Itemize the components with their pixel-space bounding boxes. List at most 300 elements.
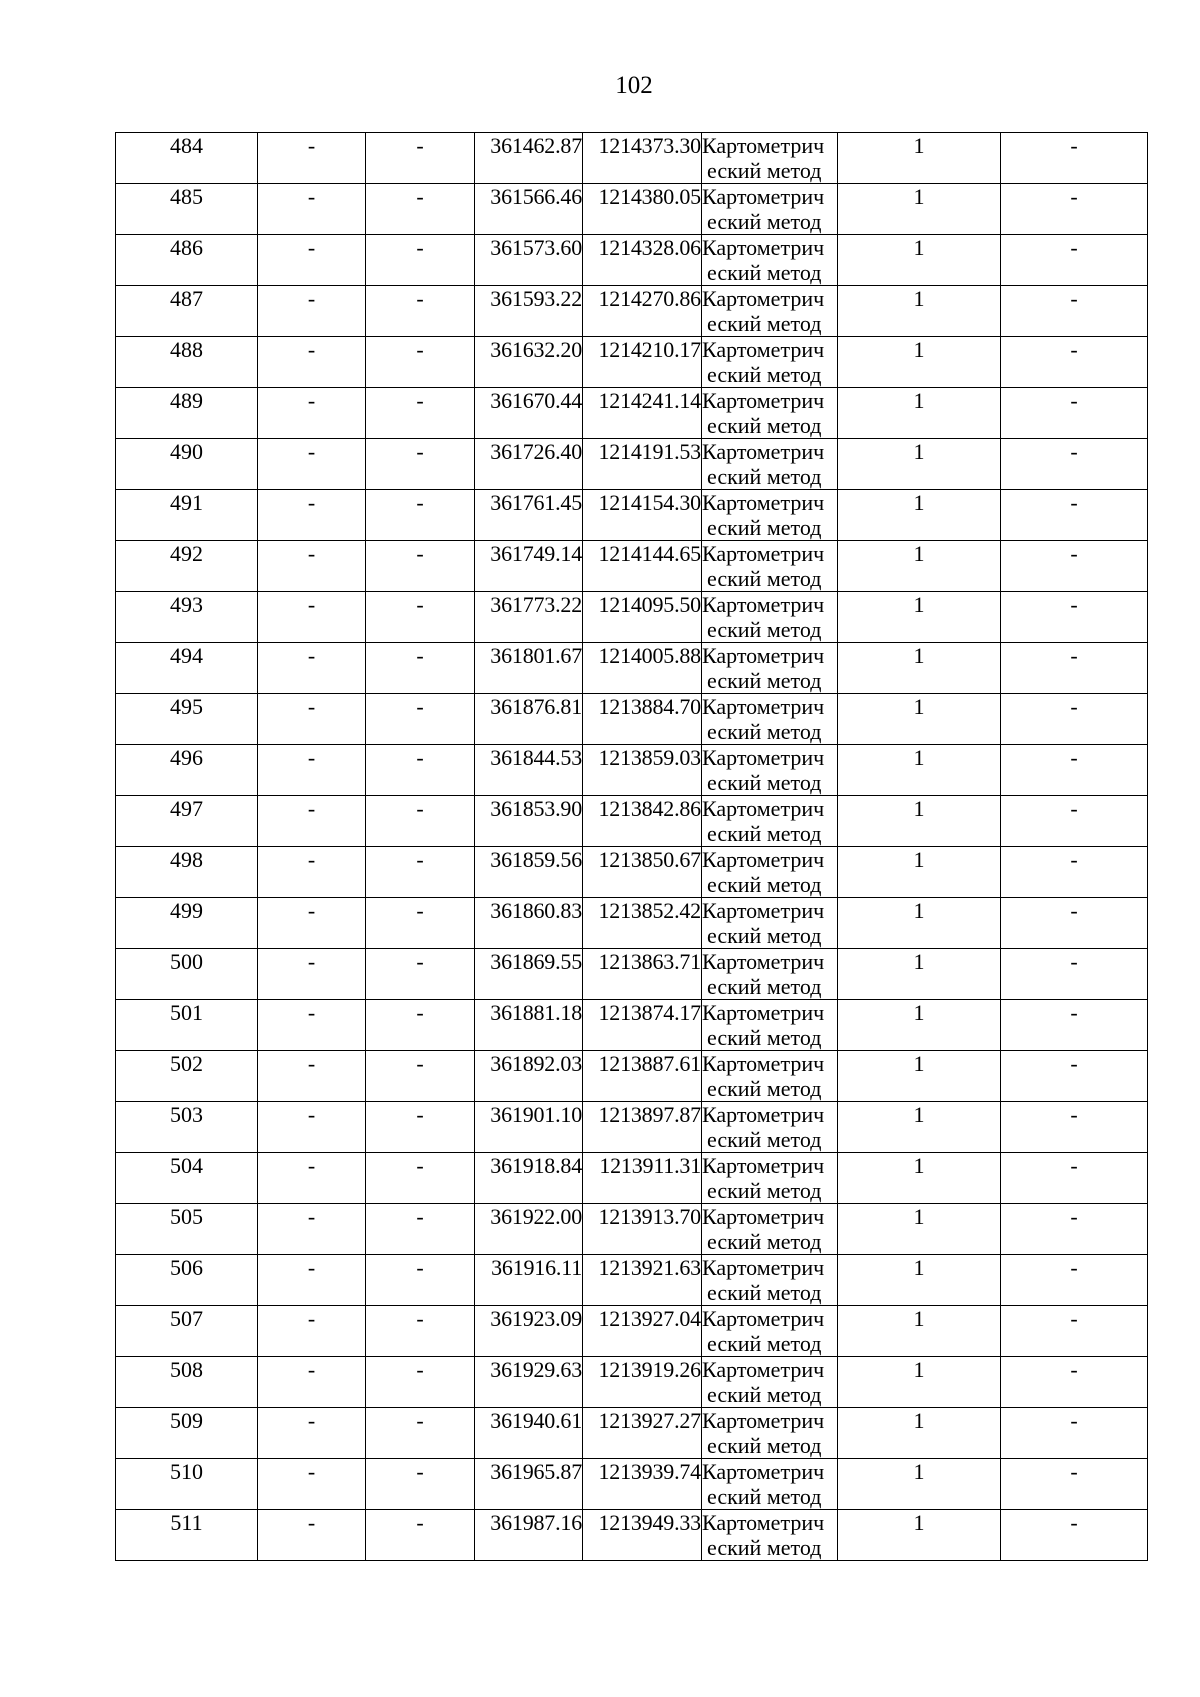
empty-cell: - <box>1001 1459 1148 1510</box>
table-row <box>116 1000 1148 1051</box>
empty-cell: - <box>366 1306 475 1357</box>
empty-cell: - <box>366 235 475 286</box>
method-cell <box>702 286 838 337</box>
method-text-line-1: Картометрич <box>702 643 825 668</box>
accuracy-cell: 1 <box>838 388 1001 439</box>
method-cell <box>702 847 838 898</box>
table-row <box>116 592 1148 643</box>
accuracy-cell: 1 <box>838 439 1001 490</box>
empty-cell: - <box>366 388 475 439</box>
empty-cell: - <box>1001 235 1148 286</box>
method-text-line-1: Картометрич <box>702 490 825 515</box>
method-text-line-1: Картометрич <box>702 286 825 311</box>
empty-cell: - <box>258 1102 366 1153</box>
table-row <box>116 1204 1148 1255</box>
empty-cell: - <box>366 1153 475 1204</box>
method-cell <box>702 1357 838 1408</box>
accuracy-cell: 1 <box>838 592 1001 643</box>
empty-cell: - <box>366 286 475 337</box>
y-coordinate-cell: 1214210.17 <box>583 337 702 388</box>
empty-cell: - <box>1001 1408 1148 1459</box>
empty-cell: - <box>258 898 366 949</box>
empty-cell: - <box>1001 1510 1148 1561</box>
point-number-cell: 485 <box>116 184 258 235</box>
point-number-cell: 499 <box>116 898 258 949</box>
accuracy-cell: 1 <box>838 1000 1001 1051</box>
point-number-cell: 484 <box>116 133 258 184</box>
method-cell <box>702 1102 838 1153</box>
empty-cell: - <box>366 439 475 490</box>
table-row <box>116 1255 1148 1306</box>
accuracy-cell: 1 <box>838 1459 1001 1510</box>
empty-cell: - <box>258 184 366 235</box>
table-row <box>116 1306 1148 1357</box>
method-text-line-1: Картометрич <box>702 541 825 566</box>
empty-cell: - <box>258 847 366 898</box>
empty-cell: - <box>1001 337 1148 388</box>
empty-cell: - <box>1001 133 1148 184</box>
empty-cell: - <box>1001 1204 1148 1255</box>
x-coordinate-cell: 361801.67 <box>475 643 583 694</box>
empty-cell: - <box>366 184 475 235</box>
empty-cell: - <box>1001 1051 1148 1102</box>
method-text-line-2: еский метод <box>707 1229 822 1254</box>
method-text-line-2: еский метод <box>707 311 822 336</box>
method-text-line-2: еский метод <box>707 413 822 438</box>
accuracy-cell: 1 <box>838 1051 1001 1102</box>
method-text-line-1: Картометрич <box>702 337 825 362</box>
empty-cell: - <box>258 133 366 184</box>
x-coordinate-cell: 361881.18 <box>475 1000 583 1051</box>
empty-cell: - <box>1001 388 1148 439</box>
x-coordinate-cell: 361573.60 <box>475 235 583 286</box>
x-coordinate-cell: 361901.10 <box>475 1102 583 1153</box>
empty-cell: - <box>366 1408 475 1459</box>
empty-cell: - <box>1001 847 1148 898</box>
empty-cell: - <box>366 745 475 796</box>
accuracy-cell: 1 <box>838 898 1001 949</box>
method-text-line-1: Картометрич <box>702 1000 825 1025</box>
table-row <box>116 1459 1148 1510</box>
x-coordinate-cell: 361916.11 <box>475 1255 583 1306</box>
empty-cell: - <box>258 592 366 643</box>
accuracy-cell: 1 <box>838 184 1001 235</box>
table-row <box>116 1051 1148 1102</box>
table-row <box>116 1510 1148 1561</box>
accuracy-cell: 1 <box>838 1204 1001 1255</box>
y-coordinate-cell: 1213852.42 <box>583 898 702 949</box>
method-cell <box>702 745 838 796</box>
x-coordinate-cell: 361749.14 <box>475 541 583 592</box>
empty-cell: - <box>1001 439 1148 490</box>
y-coordinate-cell: 1213949.33 <box>583 1510 702 1561</box>
empty-cell: - <box>258 1459 366 1510</box>
method-cell <box>702 592 838 643</box>
method-text-line-2: еский метод <box>707 821 822 846</box>
empty-cell: - <box>258 1153 366 1204</box>
method-text-line-2: еский метод <box>707 464 822 489</box>
y-coordinate-cell: 1213927.04 <box>583 1306 702 1357</box>
accuracy-cell: 1 <box>838 847 1001 898</box>
method-cell <box>702 337 838 388</box>
y-coordinate-cell: 1214144.65 <box>583 541 702 592</box>
method-text-line-1: Картометрич <box>702 1357 825 1382</box>
method-cell <box>702 1051 838 1102</box>
accuracy-cell: 1 <box>838 745 1001 796</box>
empty-cell: - <box>1001 1000 1148 1051</box>
x-coordinate-cell: 361876.81 <box>475 694 583 745</box>
accuracy-cell: 1 <box>838 133 1001 184</box>
method-text-line-2: еский метод <box>707 872 822 897</box>
empty-cell: - <box>258 337 366 388</box>
x-coordinate-cell: 361929.63 <box>475 1357 583 1408</box>
method-text-line-1: Картометрич <box>702 133 825 158</box>
accuracy-cell: 1 <box>838 949 1001 1000</box>
method-text-line-2: еский метод <box>707 617 822 642</box>
method-cell <box>702 1255 838 1306</box>
x-coordinate-cell: 361462.87 <box>475 133 583 184</box>
accuracy-cell: 1 <box>838 1102 1001 1153</box>
empty-cell: - <box>366 1102 475 1153</box>
empty-cell: - <box>258 1510 366 1561</box>
x-coordinate-cell: 361860.83 <box>475 898 583 949</box>
method-cell <box>702 1000 838 1051</box>
accuracy-cell: 1 <box>838 286 1001 337</box>
x-coordinate-cell: 361844.53 <box>475 745 583 796</box>
method-text-line-1: Картометрич <box>702 1408 825 1433</box>
coordinates-table <box>115 132 1148 1561</box>
y-coordinate-cell: 1213863.71 <box>583 949 702 1000</box>
point-number-cell: 509 <box>116 1408 258 1459</box>
accuracy-cell: 1 <box>838 796 1001 847</box>
y-coordinate-cell: 1213842.86 <box>583 796 702 847</box>
y-coordinate-cell: 1214380.05 <box>583 184 702 235</box>
accuracy-cell: 1 <box>838 235 1001 286</box>
empty-cell: - <box>258 745 366 796</box>
method-cell <box>702 898 838 949</box>
empty-cell: - <box>258 235 366 286</box>
method-text-line-1: Картометрич <box>702 847 825 872</box>
point-number-cell: 511 <box>116 1510 258 1561</box>
point-number-cell: 504 <box>116 1153 258 1204</box>
empty-cell: - <box>1001 592 1148 643</box>
method-cell <box>702 1408 838 1459</box>
point-number-cell: 506 <box>116 1255 258 1306</box>
empty-cell: - <box>1001 796 1148 847</box>
empty-cell: - <box>366 694 475 745</box>
method-text-line-2: еский метод <box>707 974 822 999</box>
empty-cell: - <box>258 1204 366 1255</box>
point-number-cell: 493 <box>116 592 258 643</box>
method-text-line-2: еский метод <box>707 923 822 948</box>
empty-cell: - <box>366 949 475 1000</box>
point-number-cell: 489 <box>116 388 258 439</box>
point-number-cell: 502 <box>116 1051 258 1102</box>
x-coordinate-cell: 361859.56 <box>475 847 583 898</box>
y-coordinate-cell: 1213859.03 <box>583 745 702 796</box>
table-row <box>116 286 1148 337</box>
empty-cell: - <box>258 541 366 592</box>
empty-cell: - <box>1001 643 1148 694</box>
x-coordinate-cell: 361869.55 <box>475 949 583 1000</box>
empty-cell: - <box>366 1459 475 1510</box>
accuracy-cell: 1 <box>838 694 1001 745</box>
empty-cell: - <box>258 1306 366 1357</box>
table-row <box>116 388 1148 439</box>
empty-cell: - <box>366 337 475 388</box>
table-row <box>116 1408 1148 1459</box>
method-text-line-1: Картометрич <box>702 1102 825 1127</box>
table-row <box>116 184 1148 235</box>
method-text-line-2: еский метод <box>707 719 822 744</box>
method-text-line-1: Картометрич <box>702 745 825 770</box>
method-cell <box>702 235 838 286</box>
table-row <box>116 949 1148 1000</box>
empty-cell: - <box>1001 1153 1148 1204</box>
empty-cell: - <box>1001 286 1148 337</box>
method-cell <box>702 133 838 184</box>
point-number-cell: 486 <box>116 235 258 286</box>
empty-cell: - <box>1001 898 1148 949</box>
empty-cell: - <box>258 796 366 847</box>
empty-cell: - <box>366 1204 475 1255</box>
method-cell <box>702 1306 838 1357</box>
table-row <box>116 847 1148 898</box>
x-coordinate-cell: 361918.84 <box>475 1153 583 1204</box>
empty-cell: - <box>366 133 475 184</box>
table-row <box>116 439 1148 490</box>
table-row <box>116 898 1148 949</box>
accuracy-cell: 1 <box>838 1255 1001 1306</box>
table-row <box>116 796 1148 847</box>
x-coordinate-cell: 361922.00 <box>475 1204 583 1255</box>
method-cell <box>702 490 838 541</box>
method-text-line-2: еский метод <box>707 1178 822 1203</box>
x-coordinate-cell: 361940.61 <box>475 1408 583 1459</box>
x-coordinate-cell: 361892.03 <box>475 1051 583 1102</box>
empty-cell: - <box>366 1510 475 1561</box>
point-number-cell: 501 <box>116 1000 258 1051</box>
point-number-cell: 510 <box>116 1459 258 1510</box>
table-row <box>116 694 1148 745</box>
method-cell <box>702 1510 838 1561</box>
x-coordinate-cell: 361853.90 <box>475 796 583 847</box>
y-coordinate-cell: 1213911.31 <box>583 1153 702 1204</box>
point-number-cell: 496 <box>116 745 258 796</box>
method-text-line-1: Картометрич <box>702 1510 825 1535</box>
empty-cell: - <box>366 898 475 949</box>
empty-cell: - <box>1001 1306 1148 1357</box>
point-number-cell: 507 <box>116 1306 258 1357</box>
method-text-line-2: еский метод <box>707 1280 822 1305</box>
empty-cell: - <box>1001 1102 1148 1153</box>
y-coordinate-cell: 1214154.30 <box>583 490 702 541</box>
method-text-line-2: еский метод <box>707 566 822 591</box>
point-number-cell: 492 <box>116 541 258 592</box>
method-text-line-2: еский метод <box>707 1382 822 1407</box>
method-text-line-1: Картометрич <box>702 1306 825 1331</box>
table-row <box>116 1102 1148 1153</box>
x-coordinate-cell: 361761.45 <box>475 490 583 541</box>
method-cell <box>702 439 838 490</box>
table-row <box>116 541 1148 592</box>
accuracy-cell: 1 <box>838 643 1001 694</box>
method-cell <box>702 694 838 745</box>
accuracy-cell: 1 <box>838 1153 1001 1204</box>
method-text-line-2: еский метод <box>707 668 822 693</box>
accuracy-cell: 1 <box>838 1357 1001 1408</box>
method-cell <box>702 184 838 235</box>
empty-cell: - <box>1001 1357 1148 1408</box>
method-cell <box>702 643 838 694</box>
point-number-cell: 494 <box>116 643 258 694</box>
empty-cell: - <box>1001 541 1148 592</box>
point-number-cell: 500 <box>116 949 258 1000</box>
method-text-line-2: еский метод <box>707 1484 822 1509</box>
empty-cell: - <box>258 388 366 439</box>
table-row <box>116 133 1148 184</box>
empty-cell: - <box>258 949 366 1000</box>
accuracy-cell: 1 <box>838 1306 1001 1357</box>
table-row <box>116 235 1148 286</box>
accuracy-cell: 1 <box>838 541 1001 592</box>
method-text-line-2: еский метод <box>707 1076 822 1101</box>
point-number-cell: 488 <box>116 337 258 388</box>
y-coordinate-cell: 1214005.88 <box>583 643 702 694</box>
point-number-cell: 497 <box>116 796 258 847</box>
page-number: 102 <box>615 72 653 99</box>
empty-cell: - <box>366 847 475 898</box>
method-text-line-2: еский метод <box>707 770 822 795</box>
method-cell <box>702 949 838 1000</box>
x-coordinate-cell: 361965.87 <box>475 1459 583 1510</box>
method-cell <box>702 541 838 592</box>
empty-cell: - <box>366 796 475 847</box>
method-text-line-1: Картометрич <box>702 184 825 209</box>
x-coordinate-cell: 361593.22 <box>475 286 583 337</box>
empty-cell: - <box>258 1000 366 1051</box>
empty-cell: - <box>366 1255 475 1306</box>
accuracy-cell: 1 <box>838 1510 1001 1561</box>
method-text-line-1: Картометрич <box>702 694 825 719</box>
point-number-cell: 508 <box>116 1357 258 1408</box>
y-coordinate-cell: 1213884.70 <box>583 694 702 745</box>
y-coordinate-cell: 1213919.26 <box>583 1357 702 1408</box>
method-text-line-1: Картометрич <box>702 898 825 923</box>
accuracy-cell: 1 <box>838 337 1001 388</box>
method-cell <box>702 1459 838 1510</box>
point-number-cell: 505 <box>116 1204 258 1255</box>
empty-cell: - <box>258 694 366 745</box>
empty-cell: - <box>258 1408 366 1459</box>
y-coordinate-cell: 1214191.53 <box>583 439 702 490</box>
method-cell <box>702 1204 838 1255</box>
y-coordinate-cell: 1214270.86 <box>583 286 702 337</box>
y-coordinate-cell: 1214328.06 <box>583 235 702 286</box>
y-coordinate-cell: 1213921.63 <box>583 1255 702 1306</box>
empty-cell: - <box>366 541 475 592</box>
empty-cell: - <box>366 643 475 694</box>
point-number-cell: 491 <box>116 490 258 541</box>
x-coordinate-cell: 361923.09 <box>475 1306 583 1357</box>
empty-cell: - <box>258 490 366 541</box>
table-row <box>116 745 1148 796</box>
empty-cell: - <box>258 1051 366 1102</box>
x-coordinate-cell: 361773.22 <box>475 592 583 643</box>
empty-cell: - <box>258 1357 366 1408</box>
method-text-line-2: еский метод <box>707 1535 822 1560</box>
empty-cell: - <box>366 1357 475 1408</box>
empty-cell: - <box>1001 694 1148 745</box>
empty-cell: - <box>366 490 475 541</box>
method-text-line-1: Картометрич <box>702 1459 825 1484</box>
method-text-line-2: еский метод <box>707 1331 822 1356</box>
method-text-line-2: еский метод <box>707 1433 822 1458</box>
method-text-line-1: Картометрич <box>702 949 825 974</box>
method-text-line-2: еский метод <box>707 209 822 234</box>
empty-cell: - <box>1001 745 1148 796</box>
empty-cell: - <box>258 286 366 337</box>
empty-cell: - <box>1001 490 1148 541</box>
table-row <box>116 1357 1148 1408</box>
table-body <box>116 133 1148 1561</box>
method-text-line-1: Картометрич <box>702 1153 825 1178</box>
method-text-line-2: еский метод <box>707 515 822 540</box>
accuracy-cell: 1 <box>838 490 1001 541</box>
empty-cell: - <box>366 1000 475 1051</box>
empty-cell: - <box>1001 184 1148 235</box>
y-coordinate-cell: 1213927.27 <box>583 1408 702 1459</box>
point-number-cell: 495 <box>116 694 258 745</box>
accuracy-cell: 1 <box>838 1408 1001 1459</box>
y-coordinate-cell: 1213897.87 <box>583 1102 702 1153</box>
x-coordinate-cell: 361987.16 <box>475 1510 583 1561</box>
empty-cell: - <box>366 592 475 643</box>
table-row <box>116 643 1148 694</box>
table-row <box>116 490 1148 541</box>
empty-cell: - <box>1001 1255 1148 1306</box>
x-coordinate-cell: 361726.40 <box>475 439 583 490</box>
method-text-line-2: еский метод <box>707 1127 822 1152</box>
method-text-line-2: еский метод <box>707 362 822 387</box>
table-row <box>116 1153 1148 1204</box>
empty-cell: - <box>258 643 366 694</box>
empty-cell: - <box>258 1255 366 1306</box>
y-coordinate-cell: 1214373.30 <box>583 133 702 184</box>
x-coordinate-cell: 361670.44 <box>475 388 583 439</box>
y-coordinate-cell: 1213850.67 <box>583 847 702 898</box>
method-text-line-2: еский метод <box>707 260 822 285</box>
table-row <box>116 337 1148 388</box>
point-number-cell: 503 <box>116 1102 258 1153</box>
y-coordinate-cell: 1213939.74 <box>583 1459 702 1510</box>
empty-cell: - <box>258 439 366 490</box>
method-text-line-1: Картометрич <box>702 388 825 413</box>
y-coordinate-cell: 1214095.50 <box>583 592 702 643</box>
x-coordinate-cell: 361566.46 <box>475 184 583 235</box>
method-cell <box>702 388 838 439</box>
method-text-line-1: Картометрич <box>702 796 825 821</box>
method-text-line-1: Картометрич <box>702 1204 825 1229</box>
x-coordinate-cell: 361632.20 <box>475 337 583 388</box>
method-cell <box>702 796 838 847</box>
method-cell <box>702 1153 838 1204</box>
y-coordinate-cell: 1213874.17 <box>583 1000 702 1051</box>
method-text-line-1: Картометрич <box>702 1255 825 1280</box>
method-text-line-1: Картометрич <box>702 592 825 617</box>
empty-cell: - <box>1001 949 1148 1000</box>
method-text-line-1: Картометрич <box>702 235 825 260</box>
